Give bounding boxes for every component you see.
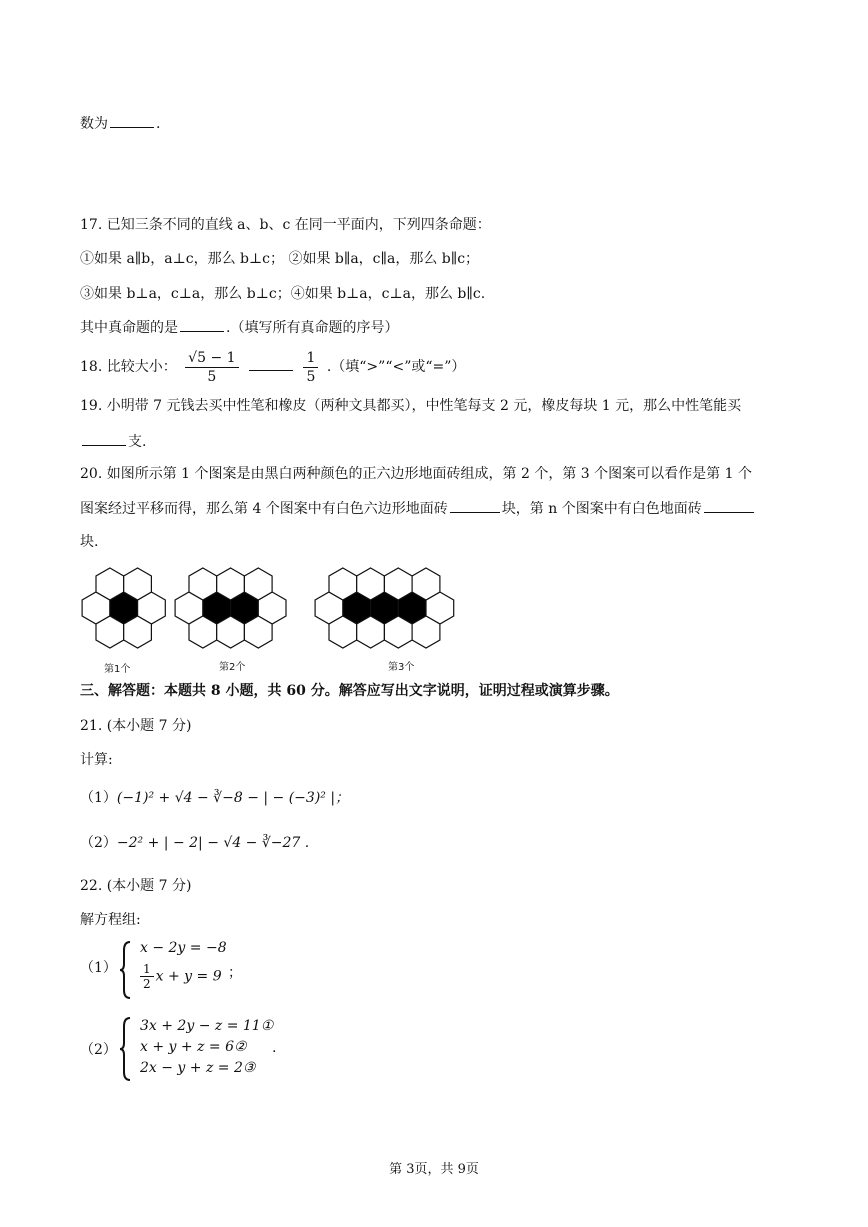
answer-blank bbox=[180, 317, 224, 332]
figure-label-1: 第1个 bbox=[104, 664, 131, 675]
answer-blank bbox=[450, 498, 500, 513]
page-number: 第 3页，共 9页 bbox=[389, 1162, 479, 1177]
q21-part2 bbox=[80, 833, 309, 853]
q20-line1: 20. 如图所示第 1 个图案是由黑白两种颜色的正六边形地面砖组成，第 2 个，第 3 个图案可以看作是第 1 个 bbox=[80, 466, 752, 482]
q21-instruction: 计算: bbox=[80, 752, 113, 768]
q21-part1 bbox=[80, 788, 349, 808]
answer-blank bbox=[82, 431, 126, 446]
tail-text: 数为 bbox=[80, 116, 108, 132]
part-label: （2） bbox=[80, 1042, 117, 1058]
fraction-sqrt5-minus1-over-5 bbox=[185, 349, 238, 386]
frac-denominator: 2 bbox=[143, 977, 151, 991]
q21-expr1: (−1)² + √4 − ∛−8 − | − (−3)² |； bbox=[116, 790, 350, 806]
q17-stem: 17. 已知三条不同的直线 a、b、c 在同一平面内，下列四条命题： bbox=[80, 217, 491, 233]
q17-line3 bbox=[80, 317, 398, 338]
equation: x + y + z = 6② bbox=[140, 1039, 247, 1055]
tail-end: . bbox=[156, 116, 161, 132]
q20-line3: 块. bbox=[80, 534, 99, 550]
answer-blank bbox=[704, 498, 754, 513]
system-end: ； bbox=[228, 965, 242, 981]
part-label: （2） bbox=[80, 835, 117, 851]
q22-head: 22. (本小题 7 分) bbox=[80, 878, 192, 894]
q20-part-a: 图案经过平移而得，那么第 4 个图案中有白色六边形地面砖 bbox=[80, 501, 448, 517]
q19-line1: 19. 小明带 7 元钱去买中性笔和橡皮（两种文具都买），中性笔每支 2 元，橡皮每块 1 元，那么中性笔能买 bbox=[80, 398, 742, 414]
frac-numerator: 1 bbox=[303, 349, 318, 368]
q20-line2 bbox=[80, 498, 756, 519]
q17-hint: .（填写所有真命题的序号） bbox=[226, 320, 399, 336]
left-brace-icon bbox=[118, 1016, 132, 1082]
answer-blank bbox=[110, 113, 154, 128]
q18-prompt: 18. 比较大小： bbox=[80, 359, 177, 375]
figure-label-2: 第2个 bbox=[219, 662, 246, 673]
q17-line2: ③如果 b⊥a，c⊥a，那么 b⊥c；④如果 b⊥a，c⊥a，那么 b∥c. bbox=[80, 286, 486, 302]
answer-blank bbox=[249, 356, 293, 371]
equation-rest: x + y = 9 bbox=[155, 968, 222, 985]
frac-numerator: √5 − 1 bbox=[185, 349, 238, 368]
fraction-1-over-5 bbox=[303, 349, 318, 386]
prev-question-tail bbox=[80, 113, 160, 134]
q20-part-b: 块，第 n 个图案中有白色地面砖 bbox=[501, 501, 702, 517]
equation: 3x + 2y − z = 11① bbox=[140, 1018, 274, 1034]
q21-head: 21. (本小题 7 分) bbox=[80, 718, 192, 734]
frac-denominator: 5 bbox=[306, 368, 316, 385]
part-label: （1） bbox=[80, 790, 117, 806]
frac-denominator: 5 bbox=[207, 368, 217, 385]
q17-line1: ①如果 a∥b，a⊥c，那么 b⊥c； ②如果 b∥a，c∥a，那么 b∥c； bbox=[80, 251, 480, 267]
section3-heading: 三、解答题：本题共 8 小题，共 60 分。解答应写出文字说明，证明过程或演算步骤。 bbox=[80, 683, 619, 699]
system-end: . bbox=[272, 1040, 277, 1056]
part-label: （1） bbox=[80, 960, 117, 976]
q21-expr2: −2² + | − 2| − √4 − ∛−27 . bbox=[116, 835, 310, 851]
q17-prompt: 其中真命题的是 bbox=[80, 320, 178, 336]
q19-unit: 支. bbox=[128, 434, 147, 450]
equation bbox=[140, 962, 222, 991]
q18-hint: .（填“>”“<”或“=”） bbox=[326, 359, 466, 375]
q22-instruction: 解方程组: bbox=[80, 912, 141, 928]
hexagon-tiling-figure bbox=[76, 560, 496, 660]
left-brace-icon bbox=[118, 940, 132, 1000]
q18-line bbox=[80, 347, 465, 387]
fraction-half bbox=[140, 962, 154, 991]
frac-numerator: 1 bbox=[140, 962, 154, 977]
q19-line2 bbox=[80, 431, 146, 452]
figure-label-3: 第3个 bbox=[388, 662, 415, 673]
equation: x − 2y = −8 bbox=[140, 940, 227, 956]
equation: 2x − y + z = 2③ bbox=[140, 1060, 256, 1076]
